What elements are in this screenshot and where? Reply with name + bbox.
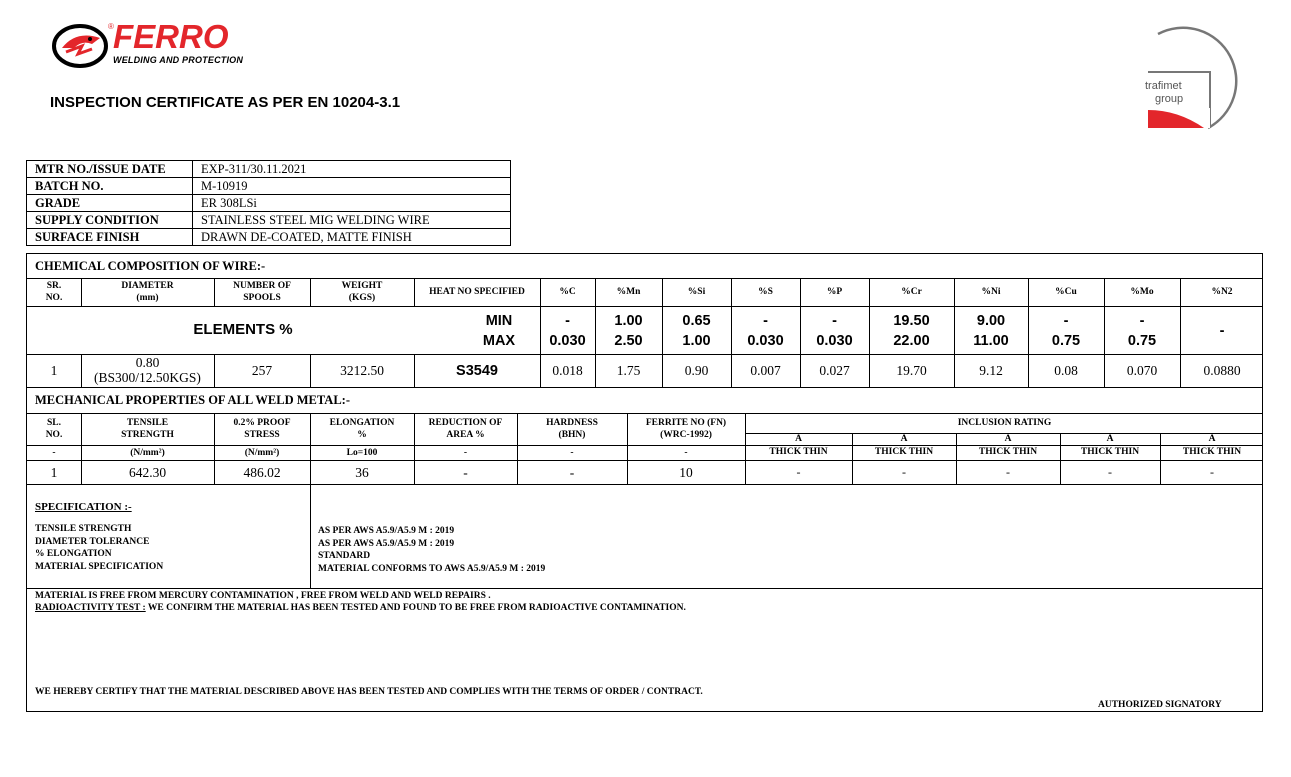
mech-ferrite: 10 (679, 465, 693, 480)
element-min-max (540, 311, 595, 351)
mech-header-elongation (310, 417, 414, 441)
header-text: (mm) (136, 293, 159, 303)
element-min-max (595, 311, 662, 351)
mech-header-inclusion: INCLUSION RATING (957, 418, 1052, 428)
header-text: NO. (45, 293, 63, 303)
chem-spools: 257 (251, 363, 273, 378)
elements-label: ELEMENTS % (193, 321, 293, 338)
element-value: 9.12 (979, 363, 1003, 378)
chem-diameter (81, 355, 214, 385)
header-text: STRESS (244, 430, 280, 440)
header-text: REDUCTION OF (428, 418, 503, 428)
certificate-body (26, 253, 1263, 712)
chem-section-title: CHEMICAL COMPOSITION OF WIRE:- (35, 259, 266, 273)
spec-labels (35, 523, 163, 573)
header-text: ELONGATION (329, 418, 395, 428)
element-min-max (1180, 321, 1264, 341)
inclusion-a-label: A (1004, 434, 1012, 444)
inclusion-value: - (1210, 465, 1214, 479)
inclusion-thick-thin: THICK THIN (978, 447, 1038, 457)
chem-header-weight (310, 280, 414, 304)
header-text: (KGS) (348, 293, 376, 303)
info-value: STAINLESS STEEL MIG WELDING WIRE (193, 212, 511, 229)
spec-value: STANDARD (318, 551, 371, 561)
info-row (27, 212, 511, 229)
inclusion-thick-thin: THICK THIN (769, 447, 828, 457)
element-header: %Si (687, 287, 706, 297)
element-header: %P (826, 287, 843, 297)
info-label: BATCH NO. (27, 178, 193, 195)
radioactivity-note (35, 602, 686, 615)
info-label: SURFACE FINISH (27, 229, 193, 246)
element-header: %N2 (1211, 287, 1233, 297)
element-header: %C (559, 287, 576, 297)
element-value: 0.90 (684, 363, 709, 378)
header-text: 0.2% PROOF (233, 418, 291, 428)
certify-statement: WE HEREBY CERTIFY THAT THE MATERIAL DESCRIBED ABOVE HAS BEEN TESTED AND COMPLIES WITH THE TERMS OF ORDER / CONTRACT. (35, 687, 703, 697)
header-text: AREA % (446, 430, 485, 440)
trafimet-logo (1138, 20, 1253, 132)
header-text: NUMBER OF (233, 281, 291, 291)
spec-label: TENSILE STRENGTH (35, 524, 132, 534)
partner-line-1: trafimet (1145, 80, 1182, 92)
chem-header-diameter (81, 280, 214, 304)
header-text: FERRITE NO (FN) (645, 418, 727, 428)
element-min: 0.65 (682, 313, 711, 329)
element-value: 0.070 (1126, 363, 1158, 378)
diameter-detail: (BS300/12.50KGS) (94, 370, 201, 385)
mech-header-tensile (81, 417, 214, 441)
partner-name (1145, 80, 1183, 106)
element-value: 0.007 (750, 363, 781, 378)
element-min: - (763, 313, 768, 329)
mech-header-ferrite (627, 417, 745, 441)
chem-sr: 1 (50, 363, 58, 378)
diameter-value: 0.80 (135, 355, 160, 370)
mech-header-sl (27, 417, 81, 441)
element-min: - (565, 313, 570, 329)
spec-label: DIAMETER TOLERANCE (35, 536, 150, 547)
inclusion-thick-thin: THICK THIN (1182, 447, 1242, 457)
element-min-max (954, 311, 1028, 351)
mercury-note: MATERIAL IS FREE FROM MERCURY CONTAMINATION , FREE FROM WELD AND WELD REPAIRS . (35, 591, 491, 601)
header-text: DIAMETER (121, 281, 174, 291)
element-min-max (662, 311, 731, 351)
element-min-max (869, 311, 954, 351)
element-value: 19.70 (896, 363, 927, 378)
mech-header-proof (214, 417, 310, 441)
element-header: %Mn (616, 287, 641, 297)
inclusion-thick-thin: THICK THIN (874, 447, 934, 457)
spec-heading: SPECIFICATION :- (35, 501, 132, 513)
element-max: 0.030 (816, 333, 853, 349)
spec-values (318, 525, 545, 575)
radioactivity-label: RADIOACTIVITY TEST : (35, 603, 146, 613)
mech-header-hardness (517, 417, 627, 441)
element-header: %S (758, 287, 773, 297)
max-label: MAX (482, 333, 516, 349)
info-label: SUPPLY CONDITION (27, 212, 193, 229)
inclusion-value: - (1108, 465, 1112, 479)
document-title: INSPECTION CERTIFICATE AS PER EN 10204-3.1 (50, 94, 401, 111)
spec-value: AS PER AWS A5.9/A5.9 M : 2019 (318, 526, 455, 536)
element-header: %Mo (1130, 287, 1154, 297)
brand-tagline: WELDING AND PROTECTION (113, 55, 244, 65)
element-max: 11.00 (973, 333, 1009, 349)
spec-label: % ELONGATION (35, 549, 112, 559)
partner-line-2: group (1155, 93, 1184, 105)
header-text: NO. (45, 430, 63, 440)
mech-reduction: - (463, 465, 468, 480)
spec-label: MATERIAL SPECIFICATION (35, 561, 164, 572)
element-min: - (1063, 313, 1069, 329)
inclusion-a-label: A (1208, 434, 1216, 444)
element-value: 0.0880 (1203, 363, 1241, 378)
chem-header-heat: HEAT NO SPECIFIED (429, 287, 525, 297)
header-text: (WRC-1992) (660, 430, 712, 440)
element-min: 1.00 (614, 313, 643, 329)
header-text: HARDNESS (546, 418, 598, 428)
element-max: 2.50 (614, 333, 643, 349)
element-min-max (1028, 311, 1104, 351)
unit-proof: (N/mm²) (244, 448, 280, 458)
info-table (26, 160, 511, 246)
element-min: - (1219, 323, 1225, 339)
info-row (27, 178, 511, 195)
mech-header-reduction (414, 417, 517, 441)
element-min: 9.00 (976, 313, 1006, 329)
header-text: TENSILE (126, 418, 169, 428)
header-text: % (357, 430, 367, 440)
unit-ferrite: - (684, 448, 688, 458)
info-value: EXP-311/30.11.2021 (193, 161, 511, 178)
element-min-max (731, 311, 800, 351)
mech-hardness: - (569, 465, 575, 480)
element-max: 0.75 (1127, 333, 1157, 349)
radioactivity-text: WE CONFIRM THE MATERIAL HAS BEEN TESTED AND FOUND TO BE FREE FROM RADIOACTIVE CONTAMINATION. (145, 603, 686, 613)
registered-mark: ® (108, 22, 114, 31)
info-label: GRADE (27, 195, 193, 212)
element-max: 1.00 (682, 333, 711, 349)
chem-heat-no: S3549 (456, 363, 498, 379)
spec-value: MATERIAL CONFORMS TO AWS A5.9/A5.9 M : 2019 (318, 563, 546, 574)
header-text: (BHN) (558, 430, 586, 440)
mech-proof: 486.02 (243, 465, 281, 480)
brand-name: FERRO (113, 18, 229, 55)
unit-sl: - (52, 448, 56, 458)
element-min-max (1104, 311, 1180, 351)
authorized-signatory: AUTHORIZED SIGNATORY (1098, 700, 1222, 710)
min-label: MIN (485, 313, 513, 329)
inclusion-value: - (1006, 465, 1010, 479)
inclusion-a-label: A (900, 434, 908, 444)
info-row (27, 195, 511, 212)
inclusion-a-label: A (795, 434, 802, 444)
mech-elongation: 36 (355, 465, 369, 480)
mech-section-title: MECHANICAL PROPERTIES OF ALL WELD METAL:- (35, 393, 350, 407)
element-max: 0.030 (747, 333, 784, 349)
element-min: - (832, 313, 837, 329)
inclusion-thick-thin: THICK THIN (1080, 447, 1140, 457)
mech-sl: 1 (50, 465, 58, 480)
element-max: 0.75 (1051, 333, 1081, 349)
element-min-max (800, 311, 869, 351)
info-row (27, 229, 511, 246)
info-value: DRAWN DE-COATED, MATTE FINISH (193, 229, 511, 246)
element-header: %Cr (901, 287, 922, 297)
unit-reduction: - (463, 448, 468, 458)
element-max: 0.030 (549, 333, 586, 349)
element-value: 1.75 (616, 363, 641, 378)
element-value: 0.018 (552, 363, 583, 378)
info-value: M-10919 (193, 178, 511, 195)
element-header: %Cu (1055, 287, 1077, 297)
element-value: 0.08 (1054, 363, 1078, 378)
mech-tensile: 642.30 (128, 465, 167, 480)
inclusion-value: - (796, 465, 801, 479)
element-value: 0.027 (819, 363, 850, 378)
header-text: SL. (47, 418, 61, 428)
element-max: 22.00 (893, 333, 930, 349)
element-min: - (1139, 313, 1145, 329)
header-text: SR. (46, 281, 62, 291)
chem-weight: 3212.50 (340, 363, 384, 378)
element-min: 19.50 (893, 313, 930, 329)
header-text: WEIGHT (341, 281, 383, 291)
inclusion-value: - (902, 465, 906, 479)
unit-tensile: (N/mm²) (130, 448, 165, 458)
chem-header-spools (214, 280, 310, 304)
header-text: SPOOLS (243, 293, 281, 303)
element-header: %Ni (981, 287, 1001, 297)
inclusion-a-label: A (1106, 434, 1114, 444)
unit-elongation: Lo=100 (346, 448, 378, 458)
info-label: MTR NO./ISSUE DATE (27, 161, 193, 178)
unit-hardness: - (570, 448, 574, 458)
spec-value: AS PER AWS A5.9/A5.9 M : 2019 (318, 538, 455, 549)
info-value: ER 308LSi (193, 195, 511, 212)
chem-header-sr (27, 280, 81, 304)
header-text: STRENGTH (121, 430, 174, 440)
info-row (27, 161, 511, 178)
